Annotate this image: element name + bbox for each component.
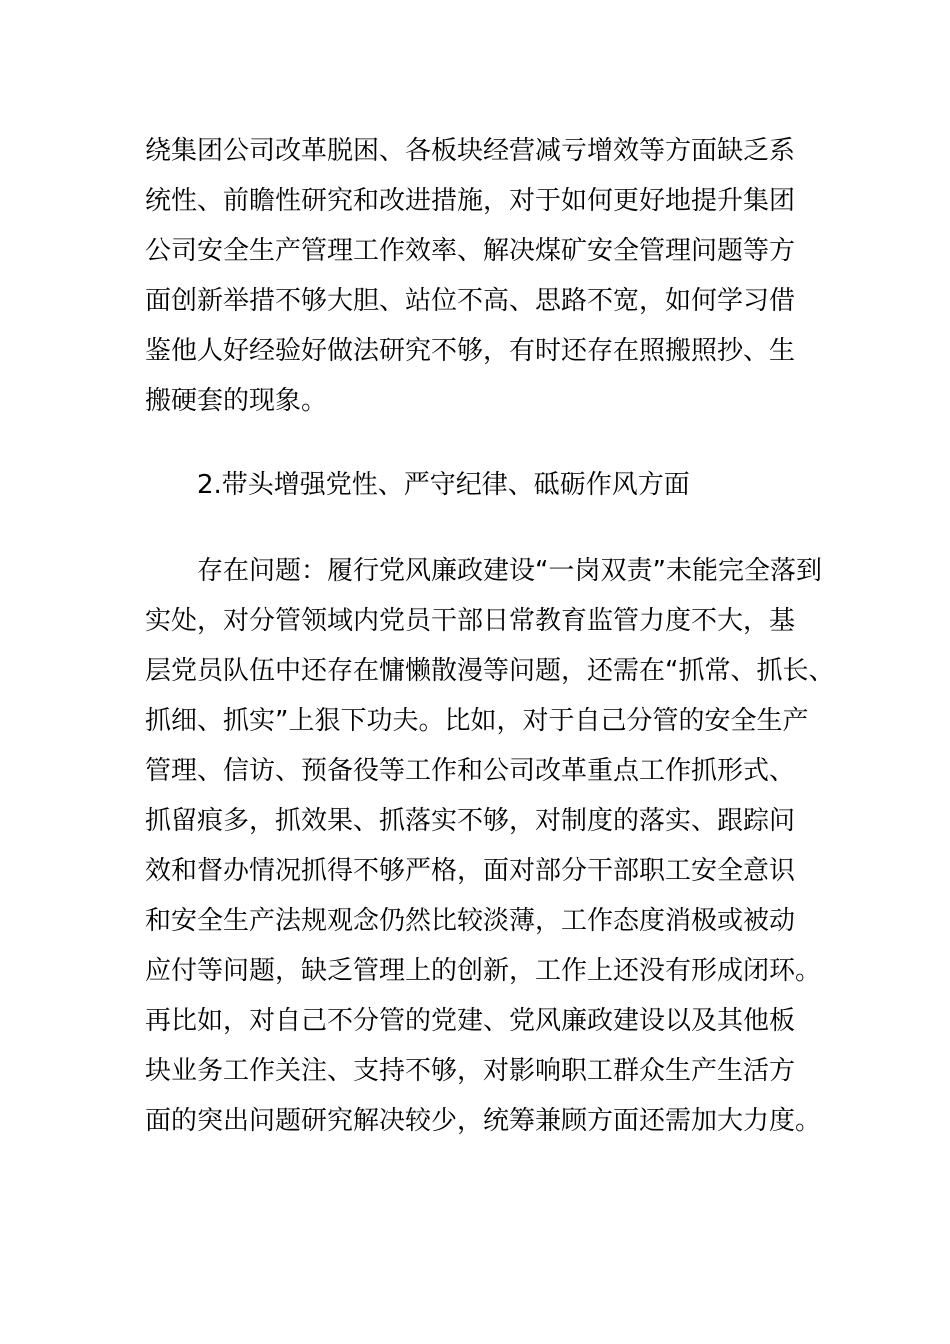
section-heading-2: [145, 460, 810, 510]
paragraph-line: 效和督办情况抓得不够严格，面对部分干部职工安全意识: [145, 856, 796, 886]
paragraph-line: 层党员队伍中还存在慵懒散漫等问题，还需在“抓常、抓长、: [145, 656, 835, 686]
paragraph-line: 搬硬套的现象。: [145, 386, 328, 416]
paragraph-line: 鉴他人好经验好做法研究不够，有时还存在照搬照抄、生: [145, 336, 796, 366]
paragraph-line: 抓细、抓实”上狠下功夫。比如，对于自己分管的安全生产: [145, 706, 809, 736]
section-heading-text: 2.带头增强党性、严守纪律、砥砺作风方面: [145, 470, 690, 500]
paragraph-line: 再比如，对自己不分管的党建、党风廉政建设以及其他板: [145, 1006, 796, 1036]
paragraph-line: 统性、前瞻性研究和改进措施，对于如何更好地提升集团: [145, 186, 796, 216]
paragraph-line: 面创新举措不够大胆、站位不高、思路不宽，如何学习借: [145, 286, 796, 316]
paragraph-line: 和安全生产法规观念仍然比较淡薄，工作态度消极或被动: [145, 906, 796, 936]
paragraph-line: 公司安全生产管理工作效率、解决煤矿安全管理问题等方: [145, 236, 796, 266]
paragraph-1: [145, 126, 810, 426]
paragraph-line: 管理、信访、预备役等工作和公司改革重点工作抓形式、: [145, 756, 796, 786]
paragraph-line: 应付等问题，缺乏管理上的创新，工作上还没有形成闭环。: [145, 956, 822, 986]
paragraph-line: 面的突出问题研究解决较少，统筹兼顾方面还需加大力度。: [145, 1106, 822, 1136]
paragraph-2: [145, 546, 835, 1146]
paragraph-line: 抓留痕多，抓效果、抓落实不够，对制度的落实、跟踪问: [145, 806, 796, 836]
paragraph-line: 绕集团公司改革脱困、各板块经营减亏增效等方面缺乏系: [145, 136, 796, 166]
paragraph-line: 实处，对分管领域内党员干部日常教育监管力度不大，基: [145, 606, 796, 636]
paragraph-line: 块业务工作关注、支持不够，对影响职工群众生产生活方: [145, 1056, 796, 1086]
paragraph-line: 存在问题：履行党风廉政建设“一岗双责”未能完全落到: [145, 556, 822, 586]
